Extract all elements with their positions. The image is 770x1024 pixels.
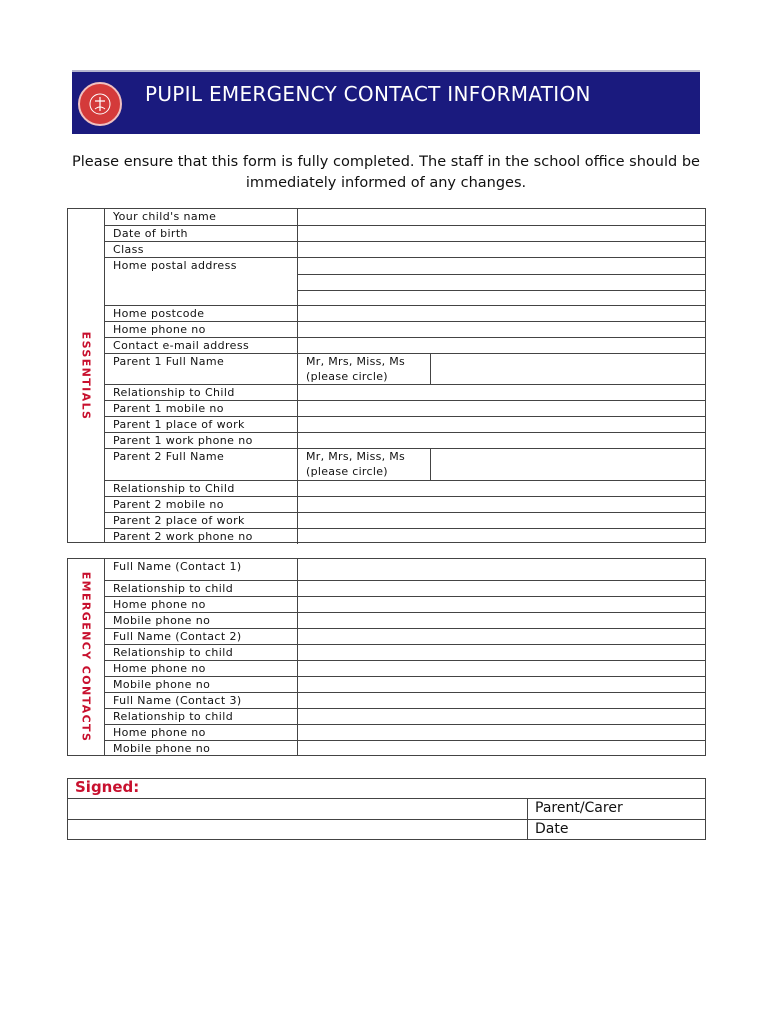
- field-label: Relationship to Child: [105, 481, 298, 496]
- field-label: Full Name (Contact 3): [105, 693, 298, 708]
- school-crest-icon: [80, 84, 120, 124]
- essentials-side-label: ESSENTIALS: [68, 209, 105, 542]
- emergency-row: [105, 559, 705, 580]
- field-label: Relationship to Child: [105, 385, 298, 400]
- field-input[interactable]: [298, 709, 705, 724]
- field-input[interactable]: [298, 677, 705, 692]
- field-input[interactable]: [298, 693, 705, 708]
- field-label: Parent 1 place of work: [105, 417, 298, 432]
- field-label: Parent 1 Full Name: [105, 354, 298, 384]
- field-label: Parent 2 work phone no: [105, 529, 298, 544]
- field-input[interactable]: [298, 242, 705, 257]
- emergency-row: [105, 644, 705, 660]
- field-label: Home postcode: [105, 306, 298, 321]
- essentials-row: [105, 225, 705, 241]
- field-input[interactable]: [298, 322, 705, 337]
- field-input[interactable]: [298, 497, 705, 512]
- field-input[interactable]: [298, 741, 705, 756]
- field-input[interactable]: [298, 481, 705, 496]
- field-label: Parent 1 work phone no: [105, 433, 298, 448]
- emergency-row: [105, 660, 705, 676]
- field-label: Relationship to child: [105, 581, 298, 596]
- essentials-row: [105, 384, 705, 400]
- field-input[interactable]: [298, 354, 705, 384]
- essentials-row: [105, 337, 705, 353]
- essentials-row: [105, 241, 705, 257]
- essentials-row: [105, 480, 705, 496]
- emergency-row: [105, 628, 705, 644]
- field-input[interactable]: [298, 597, 705, 612]
- title-options[interactable]: Mr, Mrs, Miss, Ms: [306, 355, 406, 368]
- emergency-row: [105, 724, 705, 740]
- field-label: Home phone no: [105, 661, 298, 676]
- field-input[interactable]: [298, 417, 705, 432]
- field-label: Mobile phone no: [105, 613, 298, 628]
- field-input[interactable]: [298, 449, 705, 480]
- emergency-row: [105, 596, 705, 612]
- field-label: Mobile phone no: [105, 741, 298, 756]
- field-input[interactable]: [298, 513, 705, 528]
- field-label: Mobile phone no: [105, 677, 298, 692]
- field-input[interactable]: [298, 629, 705, 644]
- field-label: Home postal address: [105, 258, 298, 305]
- field-label: Your child's name: [105, 209, 298, 225]
- school-logo: [78, 82, 122, 126]
- signed-label: Signed:: [75, 778, 140, 796]
- essentials-row: [105, 528, 705, 544]
- field-input[interactable]: [298, 645, 705, 660]
- field-label: Parent 2 Full Name: [105, 449, 298, 480]
- emergency-row: [105, 580, 705, 596]
- field-input[interactable]: [298, 725, 705, 740]
- field-label: Class: [105, 242, 298, 257]
- field-label: Relationship to child: [105, 709, 298, 724]
- page-title: PUPIL EMERGENCY CONTACT INFORMATION: [145, 82, 591, 106]
- field-input[interactable]: [298, 433, 705, 448]
- essentials-row: [105, 305, 705, 321]
- emergency-row: [105, 612, 705, 628]
- field-input[interactable]: [298, 559, 705, 580]
- emergency-row: [105, 740, 705, 756]
- field-input[interactable]: [298, 661, 705, 676]
- field-label: Parent 2 place of work: [105, 513, 298, 528]
- emergency-contacts-section: [67, 558, 706, 756]
- essentials-row: [105, 416, 705, 432]
- title-hint: (please circle): [306, 465, 388, 478]
- title-options[interactable]: Mr, Mrs, Miss, Ms: [306, 450, 406, 463]
- intro-text: Please ensure that this form is fully completed. The staff in the school office should be immediately informed of any changes.: [72, 154, 700, 191]
- essentials-row: [105, 209, 705, 225]
- essentials-row: [105, 496, 705, 512]
- field-label: Full Name (Contact 1): [105, 559, 298, 580]
- essentials-row: [105, 432, 705, 448]
- date-option: Date: [535, 821, 569, 837]
- field-input[interactable]: [298, 581, 705, 596]
- parent-carer-option: Parent/Carer: [535, 800, 623, 816]
- field-input[interactable]: [298, 209, 705, 225]
- field-input[interactable]: [298, 529, 705, 544]
- title-hint: (please circle): [306, 370, 388, 383]
- emergency-row: [105, 708, 705, 724]
- field-input[interactable]: [298, 226, 705, 241]
- field-label: Full Name (Contact 2): [105, 629, 298, 644]
- emergency-side-label: EMERGENCY CONTACTS: [68, 559, 105, 755]
- essentials-row: [105, 321, 705, 337]
- field-label: Home phone no: [105, 322, 298, 337]
- field-label: Date of birth: [105, 226, 298, 241]
- field-input[interactable]: [298, 338, 705, 353]
- field-label: Relationship to child: [105, 645, 298, 660]
- field-label: Home phone no: [105, 597, 298, 612]
- essentials-row: [105, 257, 705, 305]
- essentials-row: [105, 512, 705, 528]
- emergency-row: [105, 676, 705, 692]
- field-input[interactable]: [298, 258, 705, 305]
- field-label: Parent 2 mobile no: [105, 497, 298, 512]
- emergency-row: [105, 692, 705, 708]
- field-input[interactable]: [298, 613, 705, 628]
- essentials-row: [105, 353, 705, 384]
- field-input[interactable]: [298, 306, 705, 321]
- field-label: Home phone no: [105, 725, 298, 740]
- field-label: Contact e-mail address: [105, 338, 298, 353]
- essentials-section: [67, 208, 706, 543]
- field-label: Parent 1 mobile no: [105, 401, 298, 416]
- essentials-row: [105, 400, 705, 416]
- field-input[interactable]: [298, 401, 705, 416]
- field-input[interactable]: [298, 385, 705, 400]
- essentials-row: [105, 448, 705, 480]
